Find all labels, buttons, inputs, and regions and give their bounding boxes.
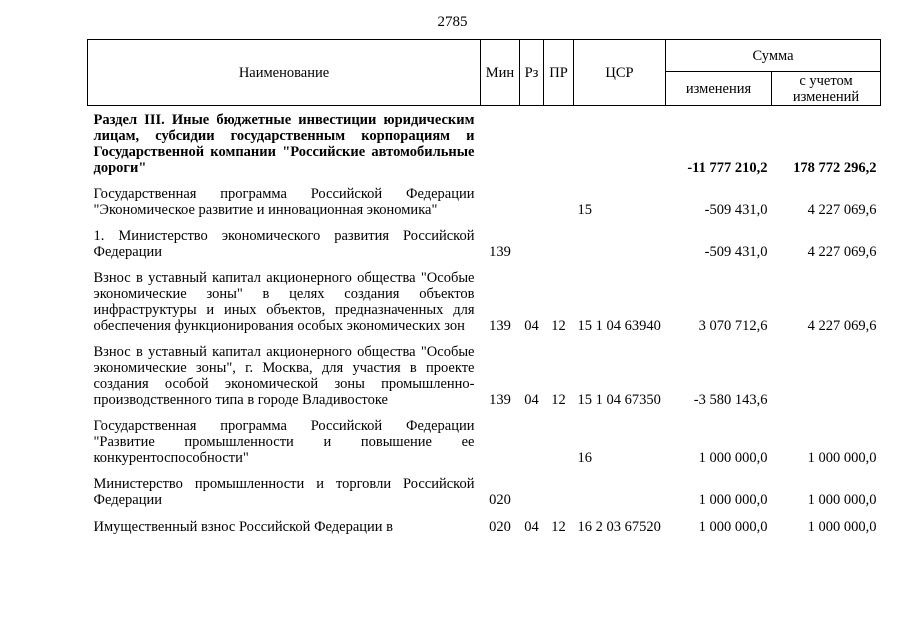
row-change: 1 000 000,0 <box>698 450 768 466</box>
row-change: -11 777 210,2 <box>687 160 768 176</box>
row-csr: 15 <box>577 202 592 218</box>
table-row <box>88 106 881 181</box>
row-min: 139 <box>489 244 511 260</box>
row-name: Раздел III. Иные бюджетные инвестиции юридическим лицам, субсидии государственным корпорациям и Государственной компании "Российские автомобильные дороги" <box>93 112 475 176</box>
row-min: 020 <box>489 519 511 535</box>
row-total: 178 772 296,2 <box>793 160 877 176</box>
row-pr <box>544 222 574 264</box>
row-pr <box>544 470 574 512</box>
table-row <box>88 264 881 338</box>
row-csr: 16 <box>577 450 592 466</box>
row-pr: 12 <box>551 318 566 334</box>
table-row <box>88 222 881 264</box>
header-total: с учетом изменений <box>772 72 881 106</box>
row-total: 4 227 069,6 <box>807 202 877 218</box>
row-rz <box>520 470 544 512</box>
header-change: изменения <box>666 72 772 106</box>
row-change: 1 000 000,0 <box>698 519 768 535</box>
row-csr: 15 1 04 63940 <box>577 318 661 334</box>
row-csr: 16 2 03 67520 <box>577 519 661 535</box>
row-rz: 04 <box>524 392 539 408</box>
row-name: Взнос в уставный капитал акционерного общества "Особые экономические зоны", г. Москва, для участия в проекте создания особой экономической зоны промышленно-производственного типа в городе Владивостоке <box>93 344 475 408</box>
row-rz <box>520 180 544 222</box>
table-row <box>88 512 881 539</box>
row-total <box>772 338 881 412</box>
row-min: 139 <box>489 318 511 334</box>
row-min: 020 <box>489 492 511 508</box>
table-row <box>88 470 881 512</box>
row-name: Министерство промышленности и торговли Российской Федерации <box>93 476 475 508</box>
row-min: 139 <box>489 392 511 408</box>
row-pr: 12 <box>551 519 566 535</box>
header-sum: Сумма <box>666 40 881 72</box>
row-rz <box>520 106 544 181</box>
header-pr: ПР <box>544 40 574 106</box>
row-total: 1 000 000,0 <box>807 450 877 466</box>
row-name: Государственная программа Российской Федерации "Экономическое развитие и инновационная экономика" <box>93 186 475 218</box>
row-pr: 12 <box>551 392 566 408</box>
row-rz: 04 <box>524 519 539 535</box>
row-pr <box>544 412 574 470</box>
row-change: -509 431,0 <box>704 244 768 260</box>
row-name: Государственная программа Российской Федерации "Развитие промышленности и повышение ее конкурентоспособности" <box>93 418 475 466</box>
table-row <box>88 412 881 470</box>
table-body <box>88 106 881 540</box>
table-row <box>88 180 881 222</box>
header-min: Мин <box>481 40 520 106</box>
row-change: -3 580 143,6 <box>693 392 768 408</box>
row-pr <box>544 180 574 222</box>
row-rz: 04 <box>524 318 539 334</box>
row-name: Взнос в уставный капитал акционерного общества "Особые экономические зоны" в целях создания объектов инфраструктуры и иных объектов, предназначенных для обеспечения функционирования особых экономических зон <box>93 270 475 334</box>
row-min <box>481 106 520 181</box>
row-change: 3 070 712,6 <box>698 318 768 334</box>
page-number: 2785 <box>437 14 468 30</box>
header-rz: Рз <box>520 40 544 106</box>
row-rz <box>520 222 544 264</box>
row-csr <box>574 222 666 264</box>
row-total: 4 227 069,6 <box>807 318 877 334</box>
row-csr <box>574 470 666 512</box>
row-total: 4 227 069,6 <box>807 244 877 260</box>
row-pr <box>544 106 574 181</box>
table-header <box>88 40 881 106</box>
row-change: 1 000 000,0 <box>698 492 768 508</box>
row-min <box>481 180 520 222</box>
row-rz <box>520 412 544 470</box>
row-csr: 15 1 04 67350 <box>577 392 661 408</box>
budget-table <box>87 39 881 539</box>
row-name: 1. Министерство экономического развития Российской Федерации <box>93 228 475 260</box>
row-total: 1 000 000,0 <box>807 492 877 508</box>
row-min <box>481 412 520 470</box>
row-total: 1 000 000,0 <box>807 519 877 535</box>
row-csr <box>574 106 666 181</box>
header-name: Наименование <box>88 40 481 106</box>
row-name: Имущественный взнос Российской Федерации в <box>93 519 394 535</box>
row-change: -509 431,0 <box>704 202 768 218</box>
header-csr: ЦСР <box>574 40 666 106</box>
table-row <box>88 338 881 412</box>
